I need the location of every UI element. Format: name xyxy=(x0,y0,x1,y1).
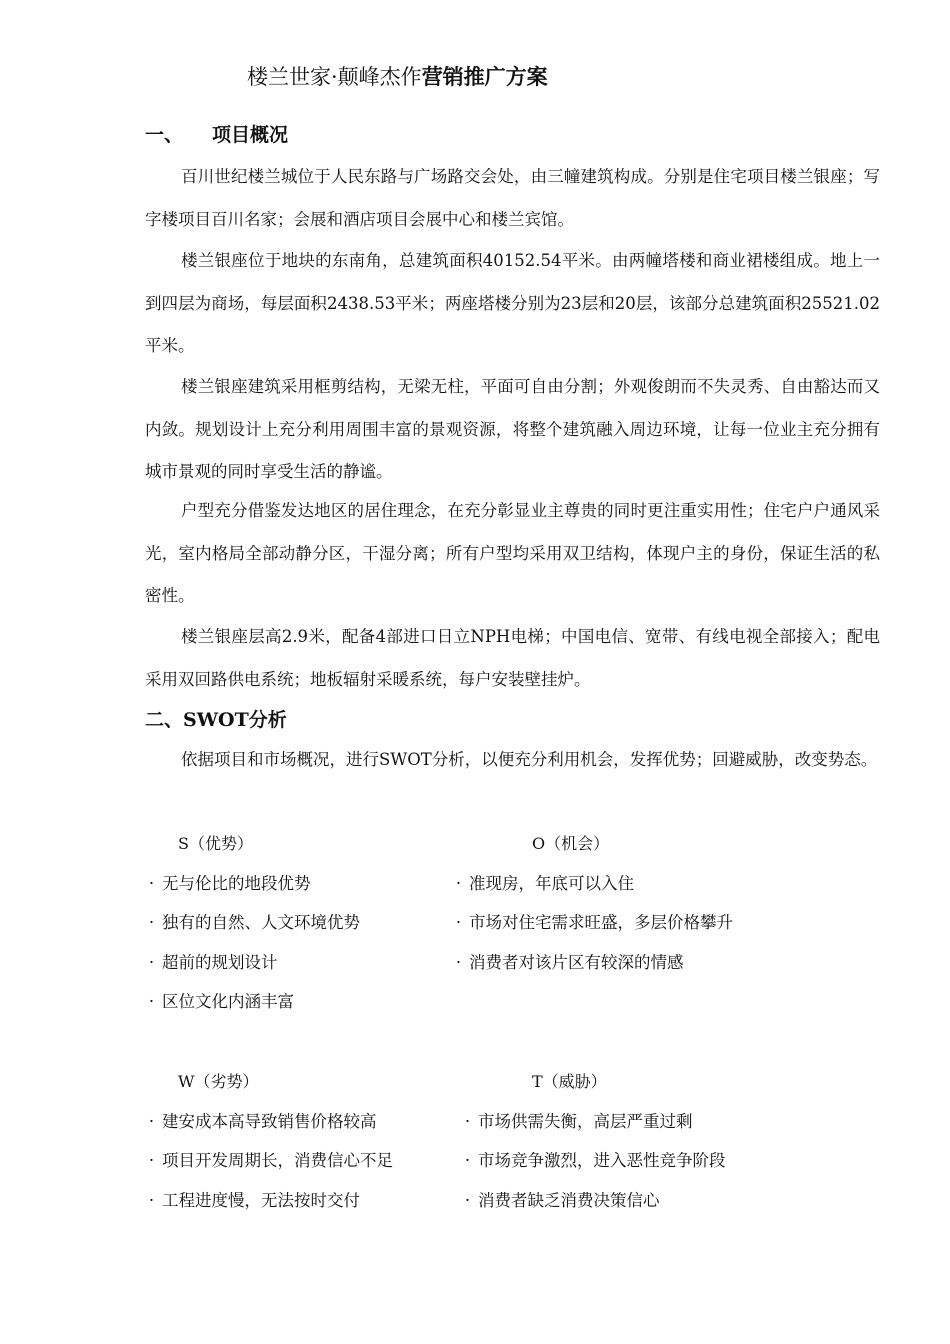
weakness-item: · 工程进度慢，无法按时交付 xyxy=(148,1191,360,1210)
section-1-heading xyxy=(145,121,288,149)
section-1-paragraph-5: 楼兰银座层高2.9米，配备4部进口日立NPH电梯；中国电信、宽带、有线电视全部接入；配电采用双回路供电系统；地板辐射采暖系统，每户安装壁挂炉。 xyxy=(145,627,880,689)
section-1-paragraph-1: 百川世纪楼兰城位于人民东路与广场路交会处，由三幢建筑构成。分别是住宅项目楼兰银座；写字楼项目百川名家；会展和酒店项目会展中心和楼兰宾馆。 xyxy=(145,167,880,229)
opportunities-heading: O（机会） xyxy=(532,834,610,853)
threat-item: · 消费者缺乏消费决策信心 xyxy=(464,1191,660,1210)
weaknesses-heading: W（劣势） xyxy=(178,1072,259,1091)
section-2-heading: 二、SWOT分析 xyxy=(145,709,287,731)
strength-item: · 超前的规划设计 xyxy=(148,953,278,972)
section-1-title: 项目概况 xyxy=(212,124,289,146)
opportunity-item: · 消费者对该片区有较深的情感 xyxy=(455,953,684,972)
weakness-item: · 建安成本高导致销售价格较高 xyxy=(148,1112,377,1131)
opportunity-item: · 准现房，年底可以入住 xyxy=(455,874,634,893)
threat-item: · 市场供需失衡，高层严重过剩 xyxy=(464,1112,693,1131)
section-1-paragraph-3: 楼兰银座建筑采用框剪结构，无梁无柱，平面可自由分割；外观俊朗而不失灵秀、自由豁达而又内敛。规划设计上充分利用周围丰富的景观资源，将整个建筑融入周边环境，让每一位业主充分拥有城市景观的同时享受生活的静谧。 xyxy=(145,377,880,481)
strength-item: · 区位文化内涵丰富 xyxy=(148,992,294,1011)
document-title-normal: 楼兰世家·颠峰杰作 xyxy=(247,65,422,89)
section-1-number: 一、 xyxy=(145,124,184,146)
section-1-paragraph-2: 楼兰银座位于地块的东南角，总建筑面积40152.54平米。由两幢塔楼和商业裙楼组成。地上一到四层为商场，每层面积2438.53平米；两座塔楼分别为23层和20层，该部分总建筑面积25521.02平米。 xyxy=(145,251,880,355)
opportunity-item: · 市场对住宅需求旺盛，多层价格攀升 xyxy=(455,913,733,932)
section-1-paragraph-4: 户型充分借鉴发达地区的居住理念，在充分彰显业主尊贵的同时更注重实用性；住宅户户通风采光，室内格局全部动静分区，干湿分离；所有户型均采用双卫结构，体现户主的身份，保证生活的私密性。 xyxy=(145,501,880,605)
document-title-bold: 营销推广方案 xyxy=(421,64,548,89)
threats-heading: T（威胁） xyxy=(532,1072,607,1091)
strength-item: · 独有的自然、人文环境优势 xyxy=(148,913,360,932)
threat-item: · 市场竞争激烈，进入恶性竞争阶段 xyxy=(464,1151,726,1170)
document-title xyxy=(247,62,548,92)
strength-item: · 无与伦比的地段优势 xyxy=(148,874,311,893)
section-2-intro: 依据项目和市场概况，进行SWOT分析，以便充分利用机会，发挥优势；回避威胁，改变势态。 xyxy=(181,750,878,769)
strengths-heading: S（优势） xyxy=(178,834,253,853)
weakness-item: · 项目开发周期长，消费信心不足 xyxy=(148,1151,393,1170)
